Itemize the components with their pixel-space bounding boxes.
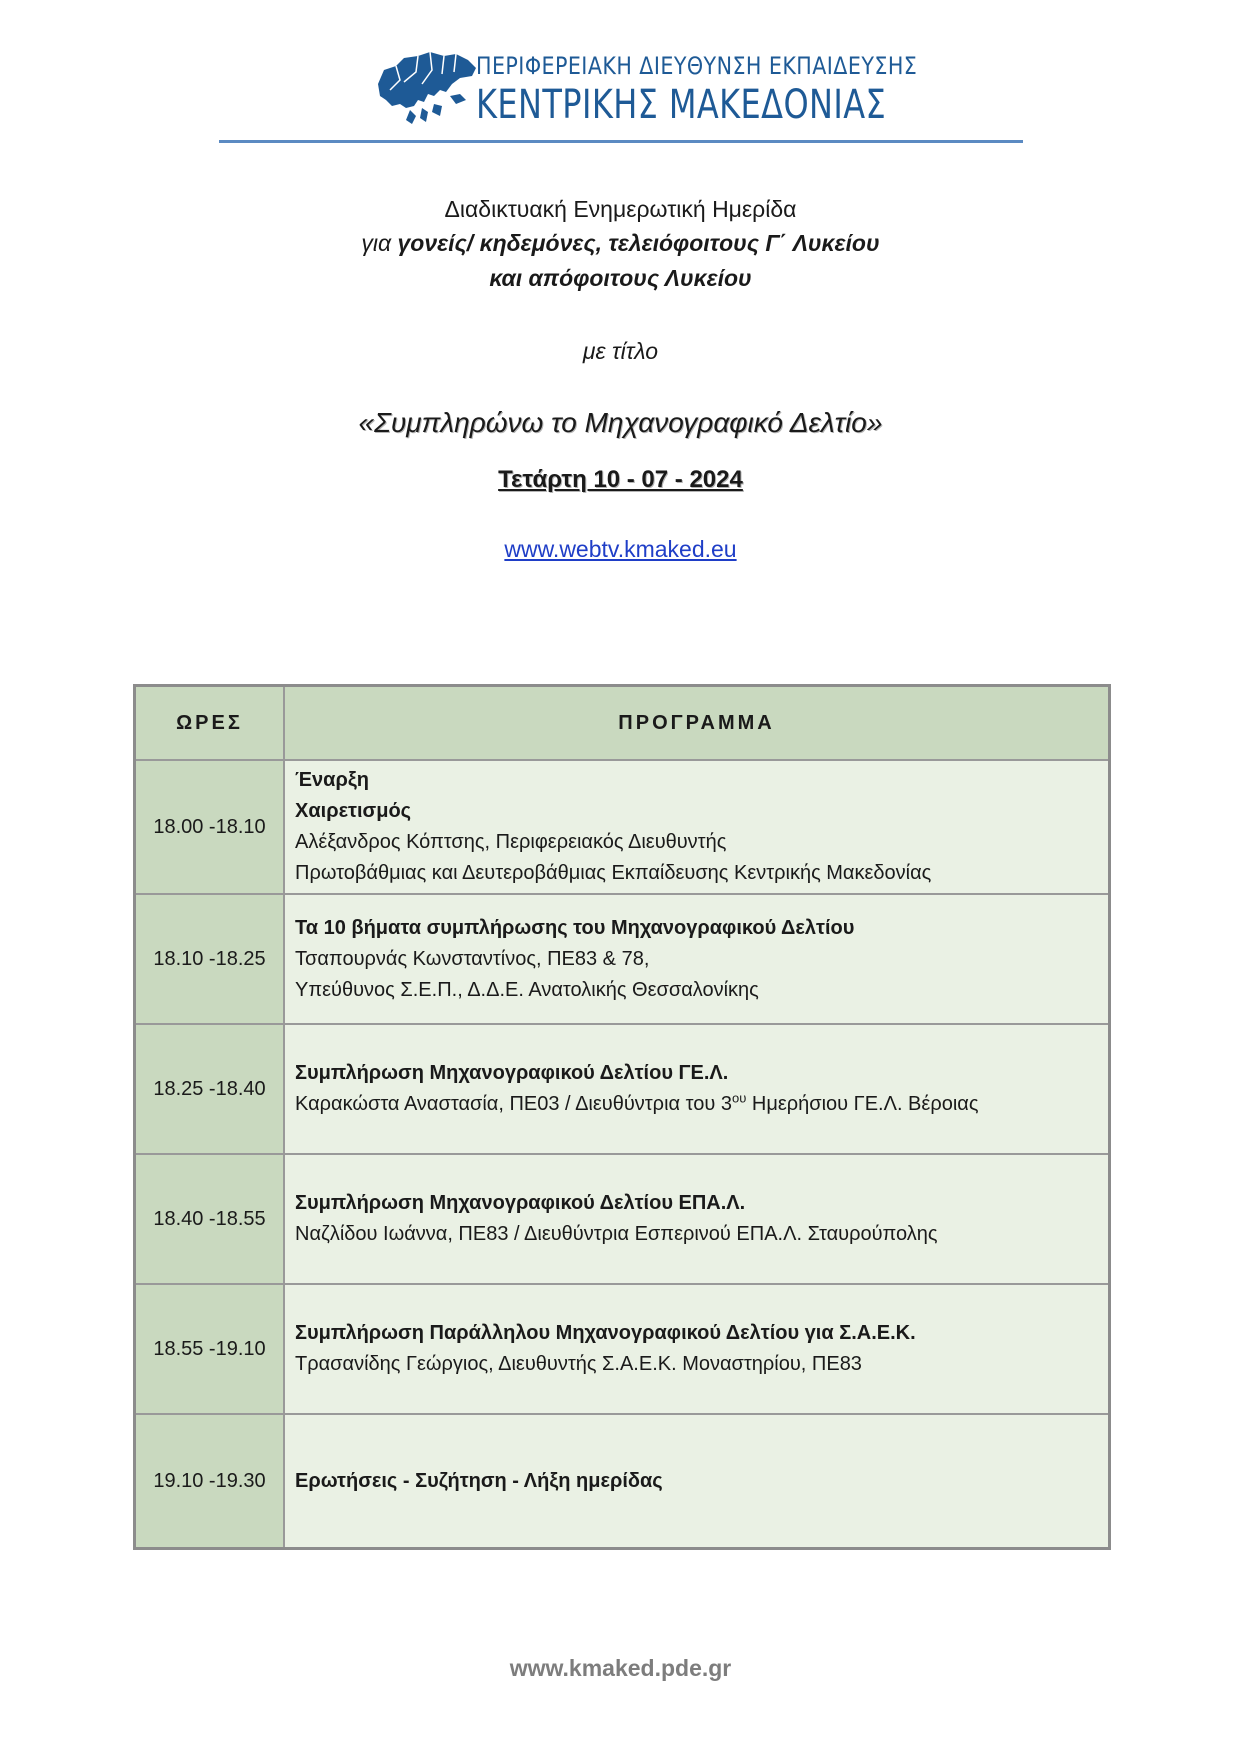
session-title: Έναρξη xyxy=(295,769,369,791)
table-row xyxy=(135,894,1110,1024)
intro-line-2 xyxy=(0,230,1241,257)
program-cell xyxy=(284,1024,1110,1154)
program-cell xyxy=(284,894,1110,1024)
table-row xyxy=(135,760,1110,894)
logo-title-line1: ΠΕΡΙΦΕΡΕΙΑΚΗ ΔΙΕΥΘΥΝΣΗ ΕΚΠΑΙΔΕΥΣΗΣ xyxy=(476,52,918,80)
header-divider xyxy=(219,140,1023,143)
speaker-line: Τρασανίδης Γεώργιος, Διευθυντής Σ.Α.Ε.Κ. Μοναστηρίου, ΠΕ83 xyxy=(295,1353,862,1375)
intro-line-2-audience: γονείς/ κηδεμόνες, τελειόφοιτους Γ΄ Λυκείου xyxy=(397,230,880,256)
time-cell: 19.10 -19.30 xyxy=(135,1414,285,1549)
speaker-line: Αλέξανδρος Κόπτσης, Περιφερειακός Διευθυντής xyxy=(295,831,727,853)
session-title: Συμπλήρωση Παράλληλου Μηχανογραφικού Δελτίου για Σ.Α.Ε.Κ. xyxy=(295,1322,916,1344)
table-row xyxy=(135,1154,1110,1284)
speaker-text: Ημερήσιου ΓΕ.Λ. Βέροιας xyxy=(746,1093,979,1115)
program-cell xyxy=(284,1284,1110,1414)
session-title: Ερωτήσεις - Συζήτηση - Λήξη ημερίδας xyxy=(295,1469,663,1492)
program-cell xyxy=(284,1154,1110,1284)
session-title: Τα 10 βήματα συμπλήρωσης του Μηχανογραφικού Δελτίου xyxy=(295,916,855,939)
event-title: «Συμπληρώνω το Μηχανογραφικό Δελτίο» xyxy=(358,407,883,438)
webtv-link[interactable]: www.webtv.kmaked.eu xyxy=(504,536,737,562)
hours-column-header: ΩΡΕΣ xyxy=(135,686,285,761)
program-cell xyxy=(284,1414,1110,1549)
speaker-line: Ναζλίδου Ιωάννα, ΠΕ83 / Διευθύντρια Εσπερινού ΕΠΑ.Λ. Σταυρούπολης xyxy=(295,1223,938,1245)
speaker-line: Τσαπουρνάς Κωνσταντίνος, ΠΕ83 & 78, xyxy=(295,947,650,970)
logo-title-line2: ΚΕΝΤΡΙΚΗΣ ΜΑΚΕΔΟΝΙΑΣ xyxy=(476,82,887,128)
speaker-line: Υπεύθυνος Σ.Ε.Π., Δ.Δ.Ε. Ανατολικής Θεσσαλονίκης xyxy=(295,978,759,1001)
program-column-header: ΠΡΟΓΡΑΜΜΑ xyxy=(284,686,1110,761)
with-title-label: με τίτλο xyxy=(582,338,659,364)
intro-line-2-lead: για xyxy=(361,230,398,256)
speaker-line: Πρωτοβάθμιας και Δευτεροβάθμιας Εκπαίδευσης Κεντρικής Μακεδονίας xyxy=(295,862,932,884)
program-cell xyxy=(284,760,1110,894)
table-header-row xyxy=(135,686,1110,761)
event-date: Τετάρτη 10 - 07 - 2024 xyxy=(498,466,743,493)
time-cell: 18.00 -18.10 xyxy=(135,760,285,894)
time-cell: 18.10 -18.25 xyxy=(135,894,285,1024)
session-title: Συμπλήρωση Μηχανογραφικού Δελτίου ΕΠΑ.Λ. xyxy=(295,1192,746,1214)
session-title: Συμπλήρωση Μηχανογραφικού Δελτίου ΓΕ.Λ. xyxy=(295,1062,729,1084)
session-title: Χαιρετισμός xyxy=(295,800,412,822)
logo-header xyxy=(370,48,918,130)
table-row xyxy=(135,1414,1110,1549)
ordinal-superscript: ου xyxy=(731,1090,747,1106)
intro-line-1: Διαδικτυακή Ενημερωτική Ημερίδα xyxy=(444,196,797,222)
table-row xyxy=(135,1024,1110,1154)
intro-line-3: και απόφοιτους Λυκείου xyxy=(489,265,752,291)
table-row xyxy=(135,1284,1110,1414)
speaker-line xyxy=(295,1089,1098,1120)
time-cell: 18.40 -18.55 xyxy=(135,1154,285,1284)
region-map-icon xyxy=(370,50,480,128)
program-table xyxy=(133,684,1111,1550)
time-cell: 18.25 -18.40 xyxy=(135,1024,285,1154)
speaker-text: Καρακώστα Αναστασία, ΠΕ03 / Διευθύντρια του 3 xyxy=(295,1093,732,1115)
footer-url[interactable]: www.kmaked.pde.gr xyxy=(509,1655,732,1681)
time-cell: 18.55 -19.10 xyxy=(135,1284,285,1414)
